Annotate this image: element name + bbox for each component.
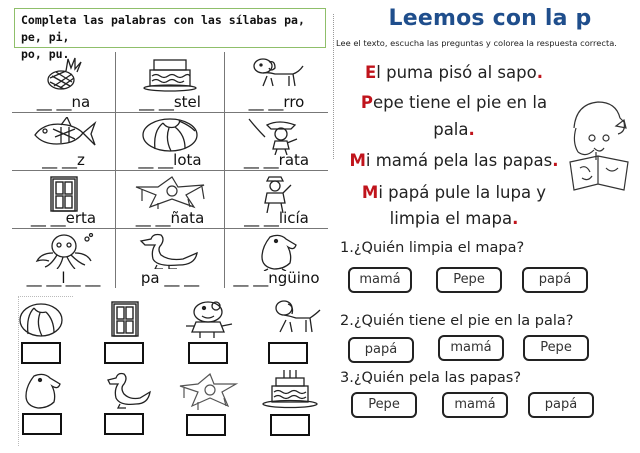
write-section bbox=[8, 288, 330, 448]
period: . bbox=[512, 209, 519, 228]
line-text: limpia el mapa bbox=[389, 209, 513, 228]
grid-cell-pineapple bbox=[12, 52, 115, 112]
ball-icon bbox=[141, 117, 199, 153]
answer-box-dog[interactable] bbox=[268, 342, 308, 364]
word-blank: __ __erta bbox=[30, 209, 97, 227]
instructions-subtitle: Lee el texto, escucha las preguntas y colorea la respuesta correcta. bbox=[336, 38, 617, 48]
period: . bbox=[552, 151, 559, 170]
pig-icon bbox=[184, 298, 234, 338]
word-blank: __ __ñata bbox=[135, 209, 205, 227]
word-blank: __ __l__ __ bbox=[26, 269, 101, 287]
answer-box-door[interactable] bbox=[104, 342, 144, 364]
pineapple-icon bbox=[44, 56, 84, 92]
duck-icon bbox=[106, 372, 152, 410]
reading-line bbox=[336, 183, 572, 203]
ball-icon bbox=[18, 302, 64, 338]
fish-icon bbox=[31, 117, 97, 151]
grid-cell-pinata bbox=[116, 171, 224, 228]
grid-cell-door bbox=[12, 171, 115, 228]
pirate-icon bbox=[247, 117, 307, 155]
cake-icon bbox=[142, 56, 198, 92]
pinata-icon bbox=[178, 372, 240, 412]
instruction-box bbox=[14, 8, 326, 61]
word-blank: __ __rata bbox=[243, 151, 310, 169]
option-q1-papa[interactable]: papá bbox=[522, 267, 588, 293]
initial-letter: M bbox=[349, 151, 366, 170]
dog-icon bbox=[249, 56, 305, 92]
initial-letter: P bbox=[360, 93, 373, 112]
birthday-cake-icon bbox=[262, 368, 320, 410]
door-icon bbox=[47, 175, 81, 213]
grid-cell-police bbox=[225, 171, 328, 228]
page-title: Leemos con la p bbox=[388, 6, 592, 31]
grid-cell-octopus bbox=[12, 229, 115, 288]
option-q3-papa[interactable]: papá bbox=[528, 392, 594, 418]
answer-box-ball[interactable] bbox=[21, 342, 61, 364]
reading-line bbox=[336, 93, 572, 113]
option-q2-mama[interactable]: mamá bbox=[438, 335, 504, 361]
line-text: epe tiene el pie en la bbox=[373, 93, 548, 112]
line-text: l puma pisó al sapo bbox=[376, 63, 537, 82]
initial-letter: M bbox=[361, 183, 379, 202]
word-blank: pa __ __ bbox=[140, 269, 200, 287]
answer-box-duck[interactable] bbox=[104, 413, 144, 435]
word-blank: __ __lota bbox=[138, 151, 202, 169]
line-text: i papá pule la lupa y bbox=[378, 183, 547, 202]
word-blank: __ __na bbox=[36, 93, 91, 111]
dog-icon bbox=[270, 298, 322, 338]
page-divider bbox=[333, 14, 334, 159]
word-blank: __ __stel bbox=[139, 93, 201, 111]
grid-cell-cake bbox=[116, 52, 224, 112]
answer-box-pig[interactable] bbox=[188, 342, 228, 364]
period: . bbox=[468, 120, 475, 139]
question-2: 2.¿Quién tiene el pie en la pala? bbox=[340, 313, 574, 329]
penguin-icon bbox=[254, 233, 300, 271]
duck-icon bbox=[139, 233, 201, 269]
reading-line bbox=[336, 63, 572, 83]
option-q1-pepe[interactable]: Pepe bbox=[436, 267, 502, 293]
line-text: pala bbox=[433, 120, 469, 139]
grid-cell-ball bbox=[116, 113, 224, 170]
pinata-icon bbox=[132, 175, 208, 209]
instruction-line-1: Completa las palabras con las sílabas pa, pe, pi, bbox=[21, 13, 305, 44]
option-q2-papa[interactable]: papá bbox=[348, 337, 414, 363]
option-q3-mama[interactable]: mamá bbox=[442, 392, 508, 418]
answer-box-pinata[interactable] bbox=[186, 414, 226, 436]
door-icon bbox=[108, 300, 142, 338]
grid-cell-dog bbox=[225, 52, 328, 112]
reading-line bbox=[336, 151, 572, 171]
reading-line bbox=[336, 120, 572, 140]
dotted-border bbox=[18, 296, 73, 297]
initial-letter: E bbox=[365, 63, 377, 82]
word-blank: __ __licía bbox=[244, 209, 309, 227]
option-q1-mama[interactable]: mamá bbox=[348, 267, 412, 293]
grid-cell-duck bbox=[116, 229, 224, 288]
penguin-icon bbox=[22, 372, 64, 410]
octopus-icon bbox=[31, 233, 97, 269]
word-blank: __ __ngüino bbox=[233, 269, 320, 287]
answer-box-penguin[interactable] bbox=[22, 413, 62, 435]
option-q2-pepe[interactable]: Pepe bbox=[523, 335, 589, 361]
grid-cell-penguin bbox=[225, 229, 328, 288]
option-q3-pepe[interactable]: Pepe bbox=[351, 392, 417, 418]
period: . bbox=[536, 63, 543, 82]
question-1: 1.¿Quién limpia el mapa? bbox=[340, 240, 525, 256]
word-blank: __ __rro bbox=[248, 93, 305, 111]
line-text: i mamá pela las papas bbox=[365, 151, 553, 170]
grid-cell-fish bbox=[12, 113, 115, 170]
police-officer-icon bbox=[255, 175, 299, 213]
instruction-line-2: po, pu. bbox=[21, 47, 70, 61]
grid-cell-pirate bbox=[225, 113, 328, 170]
answer-box-cake[interactable] bbox=[270, 414, 310, 436]
word-blank: __ __z bbox=[42, 151, 85, 169]
pirate-reading-map-icon bbox=[564, 92, 634, 192]
question-3: 3.¿Quién pela las papas? bbox=[340, 370, 522, 386]
syllable-grid bbox=[12, 52, 328, 288]
reading-line bbox=[336, 209, 572, 229]
